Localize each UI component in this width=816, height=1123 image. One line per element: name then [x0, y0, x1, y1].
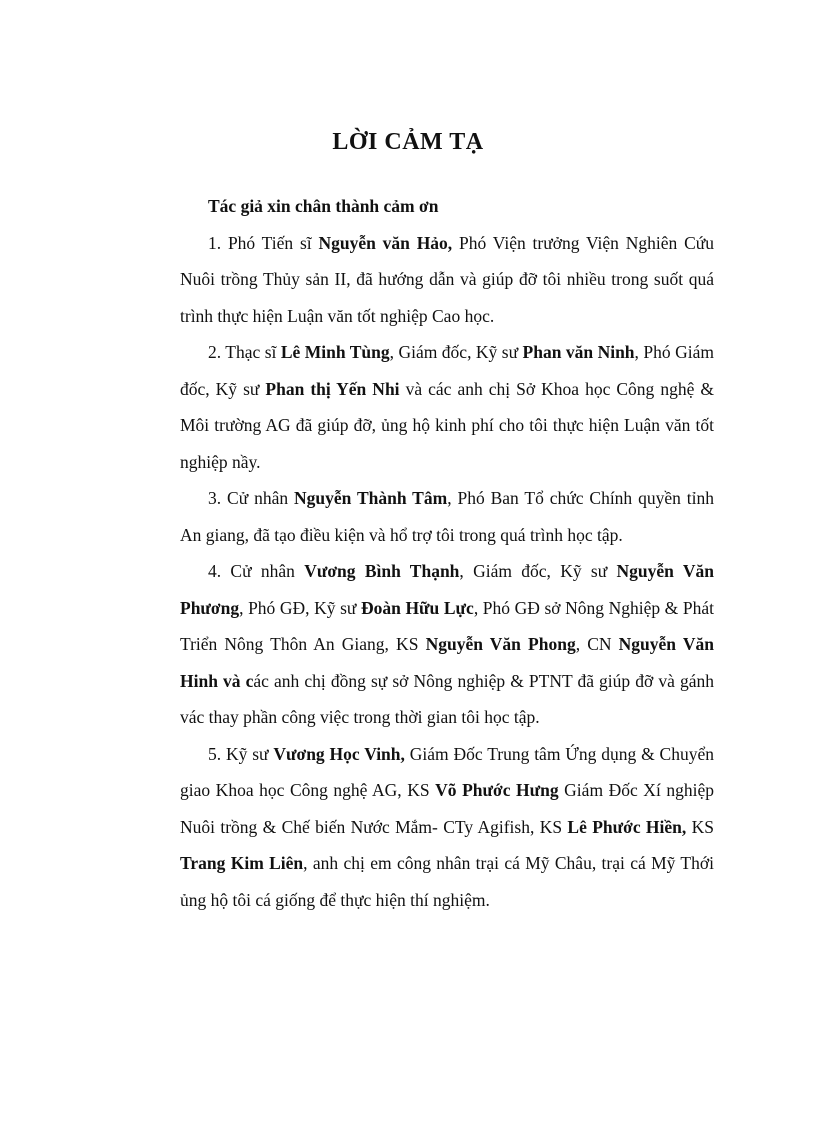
paragraph-text: 5. Kỹ sư: [208, 743, 274, 764]
acknowledgement-paragraph: [180, 736, 714, 919]
paragraph-text: , Giám đốc, Kỹ sư: [389, 342, 523, 362]
intro-line: Tác giả xin chân thành cảm ơn: [208, 196, 439, 216]
paragraph-text: và các anh chị Sở Khoa học Công nghệ & Môi trường AG đã giúp đỡ, ủng hộ kinh phí cho tôi thực hiện Luận văn tốt nghiệp nầy.: [180, 378, 714, 472]
paragraph-text: Giám Đốc Xí nghiệp Nuôi trồng & Chế biến Nước Mắm- CTy Agifish, KS: [180, 780, 714, 837]
paragraph-text: , Phó Ban Tổ chức Chính quyền tỉnh An giang, đã tạo điều kiện và hổ trợ tôi trong quá trình học tập.: [180, 488, 714, 545]
person-name: Nguyễn Văn Phương: [180, 561, 714, 618]
person-name: Trang Kim Liên: [180, 853, 304, 873]
person-name: Lê Phước Hiền,: [567, 816, 687, 837]
person-name: Võ Phước Hưng: [435, 780, 559, 800]
paragraph-text: 1. Phó Tiến sĩ: [208, 232, 319, 253]
paragraph-text: Giám Đốc Trung tâm Ứng dụng & Chuyển giao Khoa học Công nghệ AG, KS: [180, 743, 714, 800]
acknowledgement-paragraph: [180, 334, 714, 480]
acknowledgement-paragraph: [180, 480, 714, 553]
paragraph-text: ác anh chị đồng sự sở Nông nghiệp & PTNT đã giúp đỡ và gánh vác thay phần công việc trong thời gian tôi học tập.: [180, 670, 714, 727]
paragraph-text: , CN: [575, 634, 619, 654]
person-name: Phan thị Yến Nhi: [265, 378, 400, 399]
acknowledgement-paragraph: [180, 553, 714, 736]
person-name: Phan văn Ninh: [522, 342, 635, 362]
person-name: Nguyễn Thành Tâm: [294, 488, 448, 508]
paragraph-text: , Giám đốc, Kỹ sư: [459, 561, 617, 581]
person-name: Nguyễn văn Hảo,: [318, 232, 453, 253]
paragraph-text: , Phó GĐ sở Nông Nghiệp & Phát Triển Nông Thôn An Giang, KS: [180, 597, 714, 654]
paragraph-text: 2. Thạc sĩ: [208, 342, 281, 362]
page-title: LỜI CẢM TẠ: [332, 129, 484, 155]
paragraph-text: , Phó Giám đốc, Kỹ sư: [180, 342, 714, 399]
person-name: Nguyễn Văn Hinh và c: [180, 634, 714, 691]
paragraph-text: Phó Viện trưởng Viện Nghiên Cứu Nuôi trồng Thủy sản II, đã hướng dẫn và giúp đỡ tôi nhiều trong suốt quá trình thực hiện Luận văn tốt nghiệp Cao học.: [180, 232, 714, 326]
acknowledgement-paragraph: [180, 225, 714, 335]
paragraph-text: KS: [686, 816, 715, 837]
paragraph-text: , anh chị em công nhân trại cá Mỹ Châu, trại cá Mỹ Thới ủng hộ tôi cá giống để thực hiện thí nghiệm.: [180, 853, 714, 910]
paragraph-text: 3. Cử nhân: [208, 488, 295, 508]
person-name: Lê Minh Tùng: [280, 342, 390, 362]
person-name: Đoàn Hữu Lực: [360, 597, 474, 618]
person-name: Nguyễn Văn Phong: [425, 634, 576, 654]
paragraph-text: 4. Cử nhân: [208, 561, 305, 581]
person-name: Vương Bình Thạnh: [304, 561, 460, 581]
document-body: [180, 188, 714, 918]
person-name: Vương Học Vinh,: [273, 743, 405, 764]
paragraph-text: , Phó GĐ, Kỹ sư: [239, 597, 361, 618]
